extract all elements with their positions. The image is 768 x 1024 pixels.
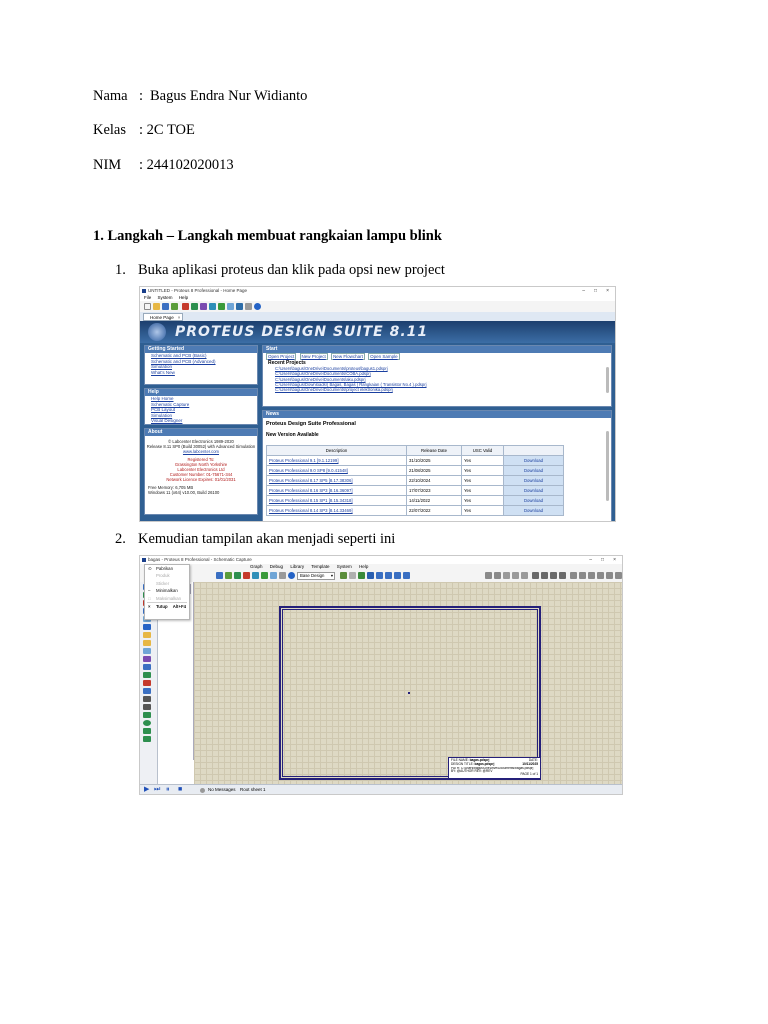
- import-icon[interactable]: [225, 572, 232, 579]
- version-usc: Yes: [462, 456, 504, 466]
- title-block-date: [522, 759, 538, 767]
- zoom-area-icon[interactable]: [403, 572, 410, 579]
- decompose-icon[interactable]: [597, 572, 604, 579]
- version-usc: Yes: [462, 506, 504, 516]
- status-message[interactable]: No Messages: [208, 787, 236, 792]
- column-header: Release Date: [407, 446, 462, 456]
- code-icon[interactable]: [279, 572, 286, 579]
- menu-library[interactable]: Library: [290, 564, 305, 569]
- home-page-body: [140, 321, 615, 521]
- column-header: USC Valid: [462, 446, 504, 456]
- terminal-icon[interactable]: [143, 640, 151, 646]
- menu-item-label: Produk: [156, 573, 170, 579]
- menu-graph[interactable]: Graph: [250, 564, 263, 569]
- about-company: Labcenter Electronics Ltd: [177, 467, 225, 473]
- version-usc: Yes: [462, 496, 504, 506]
- home-icon[interactable]: [243, 572, 250, 579]
- class-row: [93, 122, 195, 139]
- rev-value: @REV: [482, 769, 493, 774]
- current-probe-icon[interactable]: [143, 688, 151, 694]
- new-flowchart-button[interactable]: New Flowchart: [333, 354, 363, 359]
- link-simulation[interactable]: Simulation: [151, 364, 173, 370]
- page-value: 1 of 1: [530, 772, 538, 777]
- link-help-simulation[interactable]: Simulation: [151, 412, 173, 418]
- about-panel: [144, 428, 258, 515]
- link-help-home[interactable]: Help Home: [151, 396, 174, 401]
- by-label: BY:: [451, 769, 456, 774]
- bom-icon[interactable]: [261, 572, 268, 579]
- about-website[interactable]: www.labcenter.com: [182, 449, 220, 455]
- package-tool-icon[interactable]: [588, 572, 595, 579]
- page-label: PAGE: [520, 772, 530, 777]
- origin-marker: [408, 692, 410, 694]
- window-title: UNTITLED - Proteus 8 Professional - Home Page: [140, 287, 615, 295]
- tab-strip: [140, 312, 615, 321]
- link-schematic-basic[interactable]: Schematic and PCB (Basic): [151, 353, 207, 358]
- bom-icon[interactable]: [218, 303, 225, 310]
- help-panel: [144, 388, 258, 425]
- restore-icon: ⊙: [148, 566, 152, 571]
- home-icon[interactable]: [182, 303, 189, 310]
- play-icon[interactable]: ▶: [144, 786, 150, 793]
- about-title: About: [145, 429, 257, 436]
- version-date: 14/11/2022: [407, 496, 462, 506]
- rev-label: REV:: [474, 769, 482, 774]
- graph-icon[interactable]: [143, 656, 151, 662]
- version-date: 17/07/2023: [407, 486, 462, 496]
- schematic-capture-screenshot: [139, 555, 623, 795]
- gerber-icon[interactable]: [209, 303, 216, 310]
- status-sheet: Root sheet 1: [240, 787, 266, 792]
- bus-icon[interactable]: [143, 624, 151, 630]
- banner: [140, 321, 615, 343]
- code-icon[interactable]: [245, 303, 252, 310]
- save-icon[interactable]: [162, 303, 169, 310]
- menu-system[interactable]: System: [157, 295, 173, 300]
- app-icon: [142, 289, 146, 293]
- wire-autorouter-icon[interactable]: [606, 572, 613, 579]
- generator-icon[interactable]: [143, 672, 151, 678]
- system-menu-dropdown: [144, 564, 190, 620]
- explorer-icon[interactable]: [270, 572, 277, 579]
- download-button[interactable]: Download: [504, 476, 564, 486]
- step-text: Buka aplikasi proteus dan klik pada opsi new project: [138, 262, 445, 278]
- design-select[interactable]: [297, 572, 335, 580]
- step-2: [115, 531, 395, 548]
- stop-icon[interactable]: ■: [178, 786, 183, 793]
- menu-item-label: Maksimalkan: [156, 595, 182, 601]
- table-row: [267, 486, 564, 496]
- step-text: Kemudian tampilan akan menjadi seperti ini: [138, 531, 396, 547]
- menu-template[interactable]: Template: [311, 564, 330, 569]
- maximize-icon[interactable]: □: [593, 288, 597, 294]
- open-sample-button[interactable]: Open Sample: [370, 354, 398, 359]
- step-number: 2.: [115, 531, 126, 547]
- subcircuit-icon[interactable]: [143, 632, 151, 638]
- status-bar: [140, 784, 622, 794]
- column-header: Description: [267, 446, 407, 456]
- schematic-icon[interactable]: [234, 572, 241, 579]
- minimize-icon[interactable]: –: [582, 288, 585, 294]
- design-title-value: bagas.pdsprj: [474, 761, 495, 766]
- new-project-button[interactable]: New Project: [301, 354, 326, 359]
- zoom-in-icon[interactable]: [376, 572, 383, 579]
- table-header-row: [267, 446, 564, 456]
- zoom-out-icon[interactable]: [385, 572, 392, 579]
- file-name-value: bagas.pdsprj: [469, 758, 490, 762]
- version-description[interactable]: Proteus Professional 8.14 SP3 [8.14.33469]: [267, 506, 407, 516]
- arc-icon[interactable]: [143, 728, 151, 734]
- grid-icon[interactable]: [349, 572, 356, 579]
- versions-table: [266, 445, 564, 516]
- undo-icon[interactable]: [485, 572, 492, 579]
- menu-item-move: [145, 572, 189, 579]
- menu-item-label: Tutup: [156, 604, 168, 610]
- schematic-canvas[interactable]: [194, 582, 622, 784]
- news-heading: Proteus Design Suite Professional: [266, 421, 356, 427]
- open-folder-icon[interactable]: [153, 303, 160, 310]
- pause-icon[interactable]: ⏸: [166, 786, 170, 793]
- start-panel: [262, 345, 612, 407]
- date-value: 10/11/2025: [522, 761, 538, 766]
- version-description[interactable]: Proteus Professional 9.0 SP8 [9.0.41548]: [267, 466, 407, 476]
- design-title-label: DESIGN TITLE:: [451, 761, 474, 766]
- pan-icon[interactable]: [367, 572, 374, 579]
- about-customer-number: Customer Number: 01-75671-344: [169, 472, 233, 478]
- version-date: 21/08/2025: [407, 466, 462, 476]
- column-header: [504, 446, 564, 456]
- menu-system[interactable]: System: [336, 564, 352, 569]
- block-rotate-icon[interactable]: [550, 572, 557, 579]
- tab-home-label: Home Page: [150, 315, 174, 320]
- menu-help[interactable]: Help: [178, 295, 189, 300]
- name-value: Bagus Endra Nur Widianto: [150, 88, 308, 104]
- menu-item-size: [145, 580, 189, 587]
- getting-started-panel: [144, 345, 258, 385]
- paste-icon[interactable]: [521, 572, 528, 579]
- menu-item-close[interactable]: [145, 603, 189, 610]
- link-visual-designer[interactable]: Visual Designer: [151, 418, 183, 424]
- download-button[interactable]: Download: [504, 466, 564, 476]
- menu-item-label: Sticker: [156, 580, 170, 586]
- device-pin-icon[interactable]: [143, 648, 151, 654]
- banner-title: PROTEUS DESIGN SUITE 8.11: [175, 324, 429, 340]
- property-assign-icon[interactable]: [615, 572, 622, 579]
- step-icon[interactable]: ⏭: [154, 786, 161, 793]
- toolbar: [140, 564, 622, 582]
- minimize-icon[interactable]: –: [589, 557, 592, 563]
- menu-item-label: Pabrikan: [156, 566, 173, 571]
- table-row: [267, 506, 564, 516]
- recent-project-2[interactable]: C:\Users\bagus\OneDrive\Documents\COBA.pdsprj: [275, 371, 371, 377]
- minimize-icon: –: [148, 588, 151, 594]
- message-icon[interactable]: [200, 788, 205, 793]
- name-row: [93, 88, 307, 105]
- maximize-icon[interactable]: □: [600, 557, 604, 563]
- tab-home-page[interactable]: [143, 313, 183, 321]
- cut-icon[interactable]: [503, 572, 510, 579]
- block-move-icon[interactable]: [541, 572, 548, 579]
- table-row: [267, 456, 564, 466]
- help-title: Help: [145, 389, 257, 396]
- menu-item-label: Minimalkan: [156, 588, 178, 594]
- close-icon[interactable]: ×: [613, 557, 616, 563]
- title-block-page: [521, 773, 539, 777]
- tab-close-icon[interactable]: ×: [177, 315, 181, 320]
- toolbar: [140, 301, 615, 312]
- nim-label: NIM: [93, 157, 122, 173]
- menu-debug[interactable]: Debug: [269, 564, 284, 569]
- recent-project-3[interactable]: C:\Users\bagus\OneDrive\Documents\aku.pdsprj: [275, 376, 366, 382]
- link-schematic-capture[interactable]: Schematic Capture: [151, 401, 190, 407]
- date-label: DATE:: [528, 758, 538, 762]
- refresh-icon[interactable]: [340, 572, 347, 579]
- version-date: 22/10/2024: [407, 476, 462, 486]
- nim-value: : 244102020013: [139, 157, 234, 173]
- start-buttons: [263, 353, 611, 360]
- copy-icon[interactable]: [512, 572, 519, 579]
- design-select-value: Base Design: [300, 573, 325, 578]
- circle-icon[interactable]: [143, 720, 151, 726]
- menu-file[interactable]: File: [144, 295, 152, 300]
- version-usc: Yes: [462, 486, 504, 496]
- maximize-icon: □: [148, 595, 151, 601]
- sheet-border: [279, 606, 541, 780]
- path-icon[interactable]: [143, 736, 151, 742]
- about-release: Release 8.11 SP0 (Build 30052) with Advanced Simulation: [146, 444, 256, 450]
- table-row: [267, 496, 564, 506]
- menu-item-maximize: [145, 595, 189, 602]
- logo-icon: [148, 323, 166, 341]
- link-pcb-layout[interactable]: PCB Layout: [151, 407, 176, 413]
- link-schematic-advanced[interactable]: Schematic and PCB (Advanced): [151, 358, 216, 364]
- app-icon: [142, 558, 146, 562]
- about-memory: Free Memory: 6,705 MB: [148, 484, 194, 490]
- link-whats-new[interactable]: What's New: [151, 369, 175, 375]
- shortcut-label: Alt+F4: [172, 604, 186, 610]
- download-button[interactable]: Download: [504, 486, 564, 496]
- close-icon[interactable]: ×: [606, 288, 609, 294]
- window-title: bagas - Proteus 8 Professional - Schematic Capture: [140, 556, 622, 564]
- open-project-button[interactable]: Open Project: [268, 354, 295, 359]
- recent-scrollbar[interactable]: [606, 367, 609, 393]
- version-usc: Yes: [462, 476, 504, 486]
- path-label: PATH:: [451, 766, 460, 770]
- schematic-icon[interactable]: [191, 303, 198, 310]
- help-icon[interactable]: [288, 572, 295, 579]
- menu-bar: [250, 564, 368, 570]
- start-title: Start: [263, 346, 611, 353]
- version-description[interactable]: Proteus Professional 8.16 SP3 [8.16.36097]: [267, 486, 407, 496]
- tape-icon[interactable]: [143, 664, 151, 670]
- close-icon: ×: [148, 604, 151, 610]
- step-number: 1.: [115, 262, 126, 278]
- menu-help[interactable]: Help: [359, 564, 369, 569]
- getting-started-title: Getting Started: [145, 346, 257, 353]
- pick-device-icon[interactable]: [570, 572, 577, 579]
- table-row: [267, 466, 564, 476]
- pcb-icon[interactable]: [200, 303, 207, 310]
- nim-row: [93, 157, 234, 174]
- import-icon[interactable]: [171, 303, 178, 310]
- virtual-instrument-icon[interactable]: [143, 696, 151, 702]
- name-separator: :: [139, 88, 144, 104]
- version-date: 22/07/2022: [407, 506, 462, 516]
- name-label: Nama: [93, 88, 128, 104]
- title-block: [448, 757, 541, 779]
- box-icon[interactable]: [143, 712, 151, 718]
- menu-item-minimize[interactable]: [145, 587, 189, 594]
- section-heading: 1. Langkah – Langkah membuat rangkaian lampu blink: [93, 228, 442, 244]
- file-name-label: FILE NAME:: [451, 758, 469, 762]
- recent-project-1[interactable]: C:\Users\bagus\OneDrive\Documents\proteus\bagus1.pdsprj: [275, 366, 388, 371]
- news-panel: [262, 410, 612, 522]
- news-subheading: New Version Available: [266, 432, 319, 438]
- version-date: 31/10/2025: [407, 456, 462, 466]
- redo-icon[interactable]: [494, 572, 501, 579]
- recent-project-5[interactable]: C:\Users\bagus\OneDrive\Documents\project elektronika.pdsprj: [275, 387, 393, 393]
- menu-item-restore[interactable]: [145, 565, 189, 572]
- block-delete-icon[interactable]: [559, 572, 566, 579]
- voltage-probe-icon[interactable]: [143, 680, 151, 686]
- recent-projects-title: Recent Projects: [268, 360, 306, 366]
- download-button[interactable]: Download: [504, 496, 564, 506]
- vsm-studio-icon[interactable]: [236, 303, 243, 310]
- proteus-home-screenshot: [139, 286, 616, 522]
- origin-icon[interactable]: [358, 572, 365, 579]
- save-icon[interactable]: [216, 572, 223, 579]
- new-file-icon[interactable]: [144, 303, 151, 310]
- version-description[interactable]: Proteus Professional 9.1 [9.1.12199]: [267, 456, 407, 466]
- about-copyright: © Labcenter Electronics 1989-2020: [168, 439, 234, 444]
- zoom-all-icon[interactable]: [394, 572, 401, 579]
- version-description[interactable]: Proteus Professional 8.15 SP1 [8.15.34318]: [267, 496, 407, 506]
- pcb-icon[interactable]: [252, 572, 259, 579]
- make-device-icon[interactable]: [579, 572, 586, 579]
- about-location: Grassington North Yorkshire: [174, 461, 228, 467]
- about-licence-expiry: Network Licence Expires: 01/01/2031: [166, 477, 236, 483]
- news-title: News: [263, 411, 611, 418]
- line-icon[interactable]: [143, 704, 151, 710]
- version-usc: Yes: [462, 466, 504, 476]
- block-copy-icon[interactable]: [532, 572, 539, 579]
- download-button[interactable]: Download: [504, 506, 564, 516]
- path-value: C:\Users\bagus\OneDrive\Documents\bagas.pdsprj: [460, 766, 534, 770]
- about-registered: Registered To:: [187, 456, 215, 462]
- download-button[interactable]: Download: [504, 456, 564, 466]
- design-explorer-icon[interactable]: [227, 303, 234, 310]
- help-icon[interactable]: [254, 303, 261, 310]
- about-os: Windows 11 (x64) v10.00, Build 26100: [148, 489, 220, 495]
- class-value: : 2C TOE: [139, 122, 195, 138]
- step-1: [115, 262, 445, 279]
- class-label: Kelas: [93, 122, 127, 138]
- by-value: @AUTHOR: [456, 769, 474, 774]
- news-scrollbar[interactable]: [606, 431, 609, 501]
- version-description[interactable]: Proteus Professional 8.17 SP5 [8.17.38306]: [267, 476, 407, 486]
- recent-project-4[interactable]: C:\Users\bagus\Downloads\( Bagas, Bagas ) Rangkaian ( Transistor No.4 ).pdsprj: [275, 381, 427, 387]
- table-row: [267, 476, 564, 486]
- chevron-down-icon: ▾: [330, 573, 333, 578]
